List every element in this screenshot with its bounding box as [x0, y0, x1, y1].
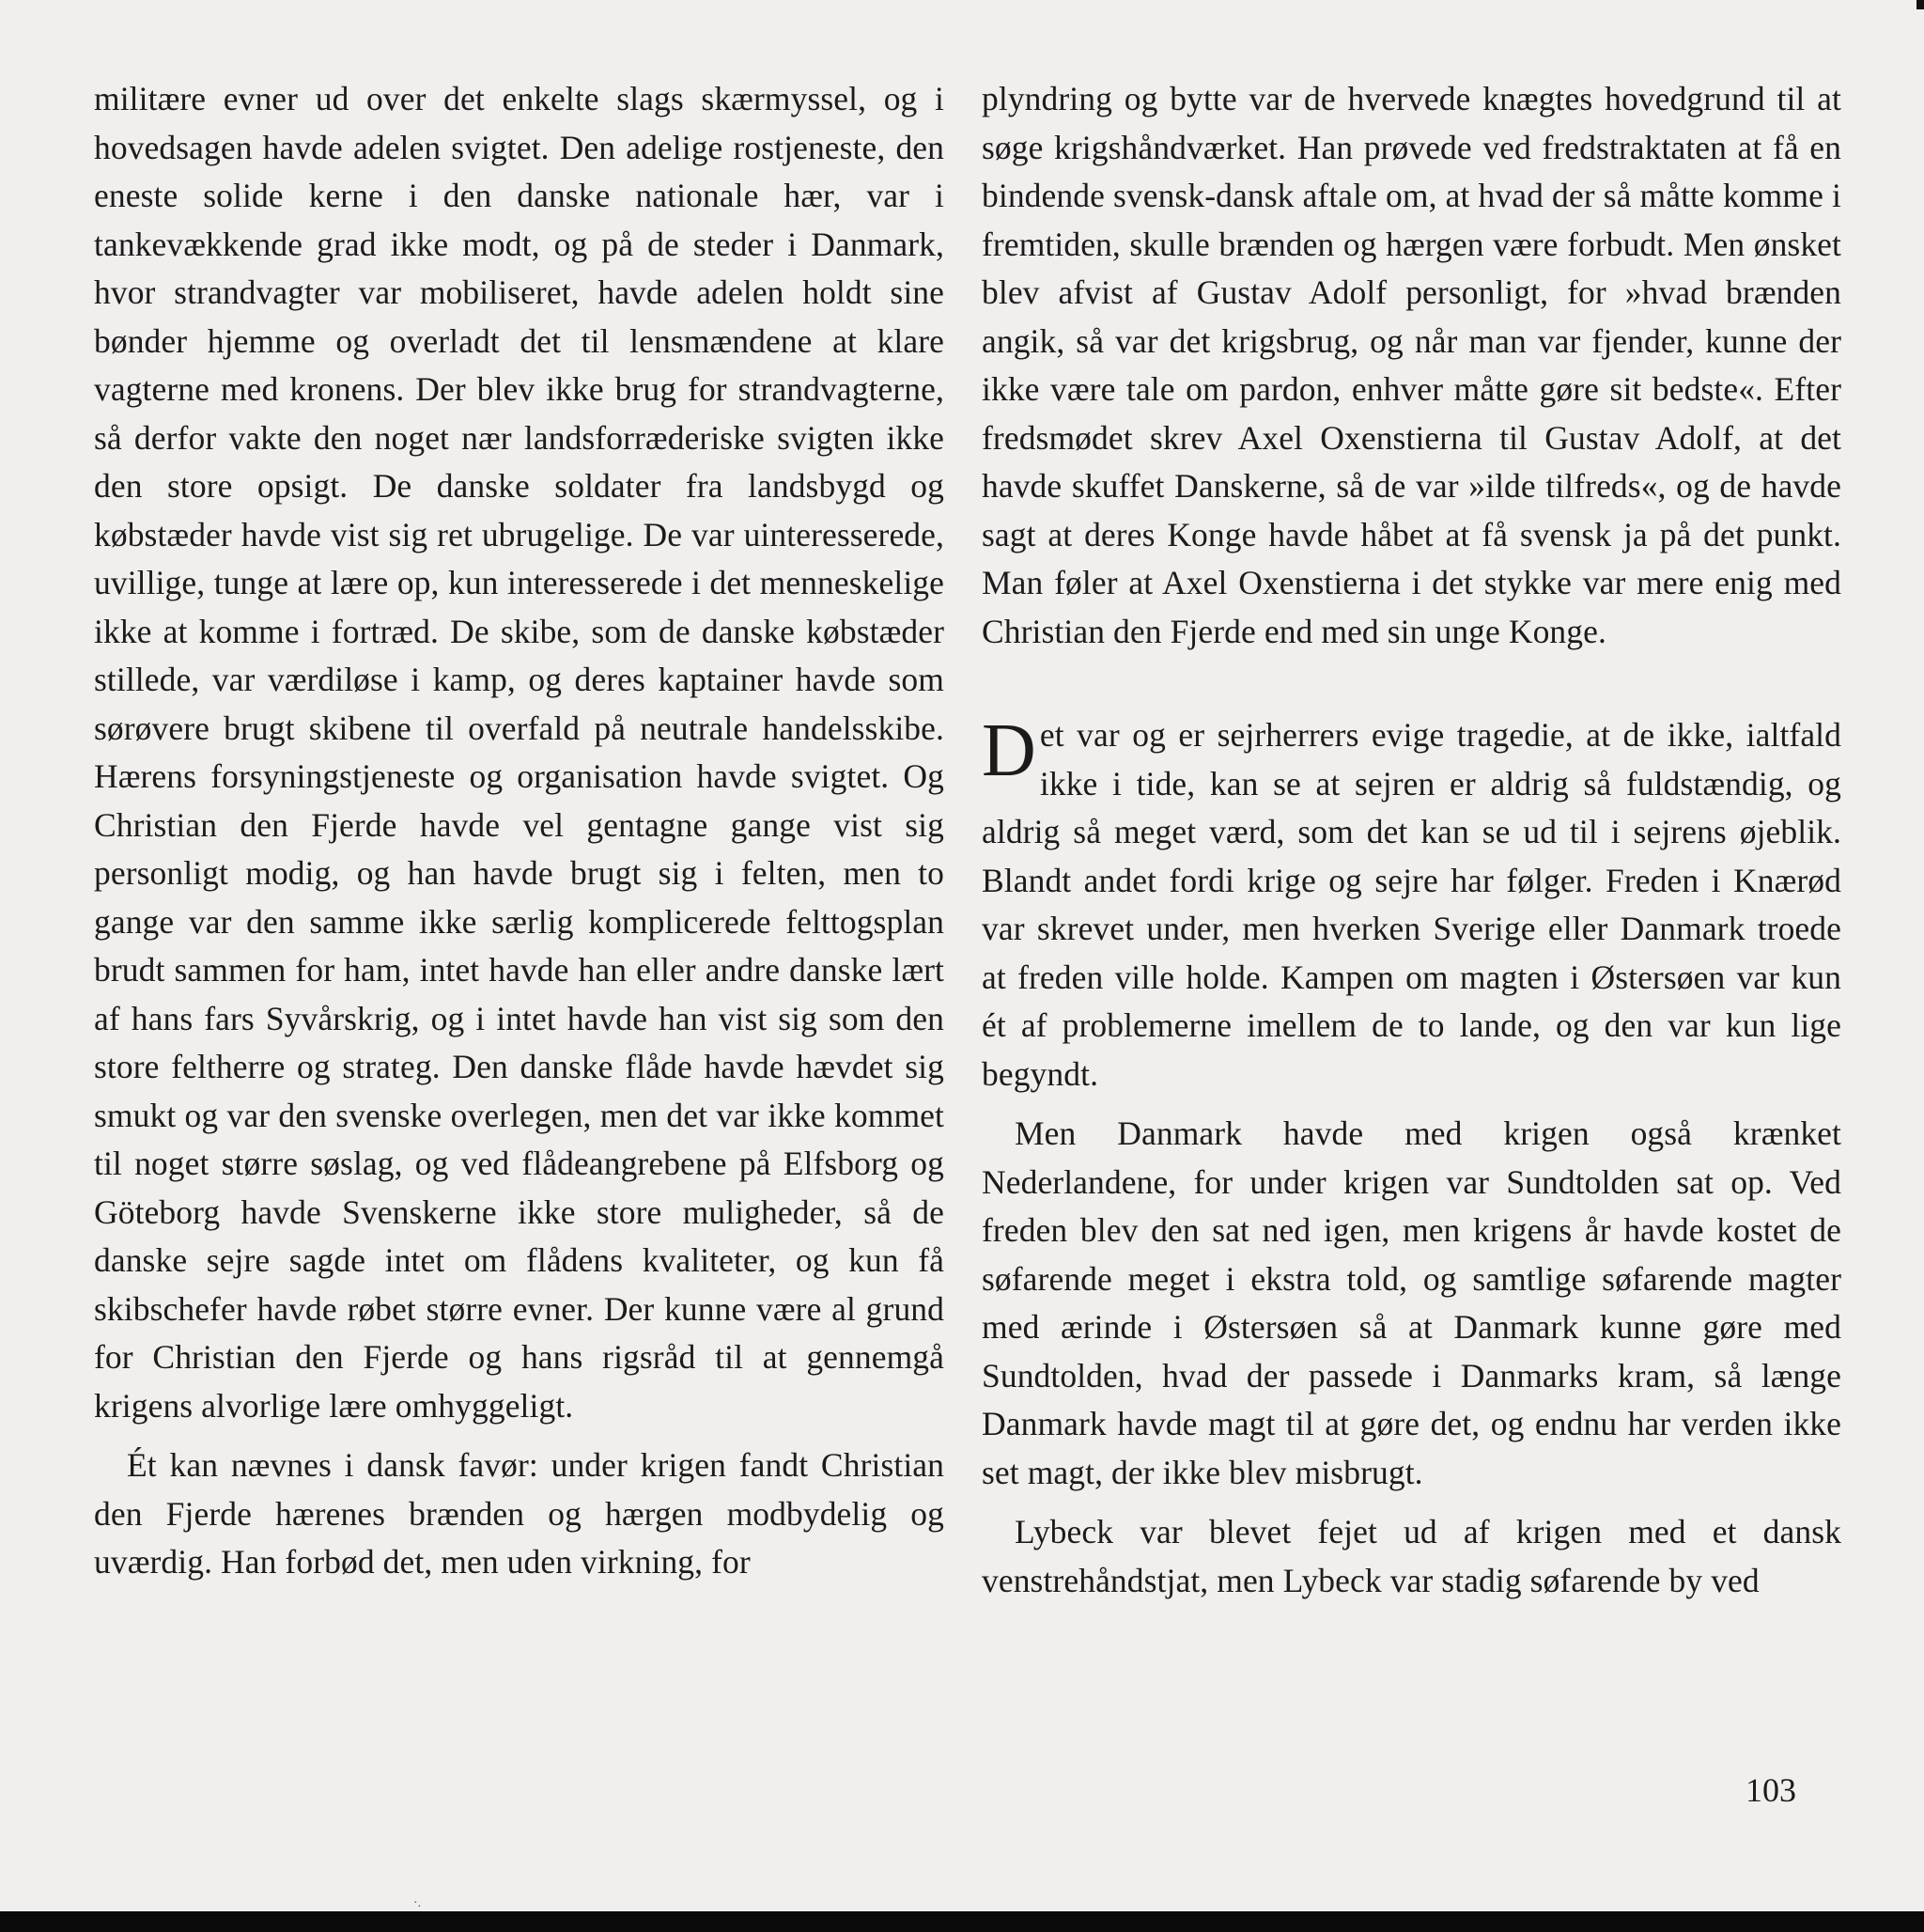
section-opening-paragraph [982, 711, 1841, 1098]
section-opening-text: et var og er sejrherrers evige tragedie, at de ikke, ialtfald ikke i tide, kan se at sejren er aldrig så fuldstændig, og aldrig så meget værd, som det kan se ud til i sejrens øjeblik. Blandt andet fordi krige og sejre har følger. Freden i Knærød var skrevet under, men hverken Sverige eller Danmark troede at freden ville holde. Kampen om magten i Østersøen var kun ét af problemerne imellem de to lande, og den var kun lige begyndt. [982, 716, 1841, 1093]
paragraph: militære evner ud over det enkelte slags skærmyssel, og i hovedsagen havde adelen svigtet. Den adelige rostjeneste, den eneste solide kerne i den danske nationale hær, var i tankevækkende grad ikke modt, og på de steder i Danmark, hvor strandvagter var mobiliseret, havde adelen holdt sine bønder hjemme og overladt det til lensmændene at klare vagterne med kronens. Der blev ikke brug for strandvagterne, så derfor vakte den noget nær landsforræderiske svigten ikke den store opsigt. De danske soldater fra landsbygd og købstæder havde vist sig ret ubrugelige. De var uinteresserede, uvillige, tunge at lære op, kun interesserede i det menneskelige ikke at komme i fortræd. De skibe, som de danske købstæder stillede, var værdiløse i kamp, og deres kaptainer havde som sørøvere brugt skibene til overfald på neutrale handelsskibe. Hærens forsyningstjeneste og organisation havde svigtet. Og Christian den Fjerde havde vel gentagne gange vist sig personligt modig, og han havde brugt sig i felten, men to gange var den samme ikke særlig komplicerede felttogsplan brudt sammen for ham, intet havde han eller andre danske lært af hans fars Syvårskrig, og i intet havde han vist sig som den store feltherre og strateg. Den danske flåde havde hævdet sig smukt og var den svenske overlegen, men det var ikke kommet til noget større søslag, og ved flådeangrebene på Elfsborg og Göteborg havde Svenskerne ikke store muligheder, så de danske sejre sagde intet om flådens kvaliteter, og kun få skibschefer havde røbet større evner. Der kunne være al grund for Christian den Fjerde og hans rigsråd til at gennemgå krigens alvorlige lære omhyggeligt. [94, 80, 944, 1425]
scan-corner-mark [1916, 0, 1924, 9]
drop-cap-letter: D [982, 709, 1036, 792]
scan-speck: ·. [413, 1896, 422, 1910]
paragraph: Ét kan nævnes i dansk favør: under krigen fandt Christian den Fjerde hærenes brænden og hærgen modbydelig og uværdig. Han forbød det, men uden virkning, for [94, 1446, 944, 1581]
scan-bottom-edge [0, 1911, 1924, 1932]
left-column [94, 75, 944, 1587]
page-number: 103 [1746, 1771, 1796, 1809]
paragraph: Lybeck var blevet fejet ud af krigen med et dansk venstrehåndstjat, men Lybeck var stadig søfarende by ved [982, 1513, 1841, 1599]
paragraph: plyndring og bytte var de hvervede knægtes hovedgrund til at søge krigshåndværket. Han prøvede ved fredstraktaten at få en bindende svensk-dansk aftale om, at hvad der så måtte komme i fremtiden, skulle brænden og hærgen være forbudt. Men ønsket blev afvist af Gustav Adolf personligt, for »hvad brænden angik, så var det krigsbrug, og når man var fjender, kunne der ikke være tale om pardon, enhver måtte gøre sit bedste«. Efter fredsmødet skrev Axel Oxenstierna til Gustav Adolf, at det havde skuffet Danskerne, så de var »ilde tilfreds«, og de havde sagt at deres Konge havde håbet at få svensk ja på det punkt. Man føler at Axel Oxenstierna i det stykke var mere enig med Christian den Fjerde end med sin unge Konge. [982, 80, 1841, 650]
right-column [982, 75, 1841, 1605]
paragraph: Men Danmark havde med krigen også krænket Nederlandene, for under krigen var Sundtolden sat op. Ved freden blev den sat ned igen, men krigens år havde kostet de søfarende meget i ekstra told, og samtlige søfarende magter med ærinde i Østersøen så at Danmark kunne gøre med Sundtolden, hvad der passede i Danmarks kram, så længe Danmark havde magt til at gøre det, og endnu har verden ikke set magt, der ikke blev misbrugt. [982, 1114, 1841, 1491]
